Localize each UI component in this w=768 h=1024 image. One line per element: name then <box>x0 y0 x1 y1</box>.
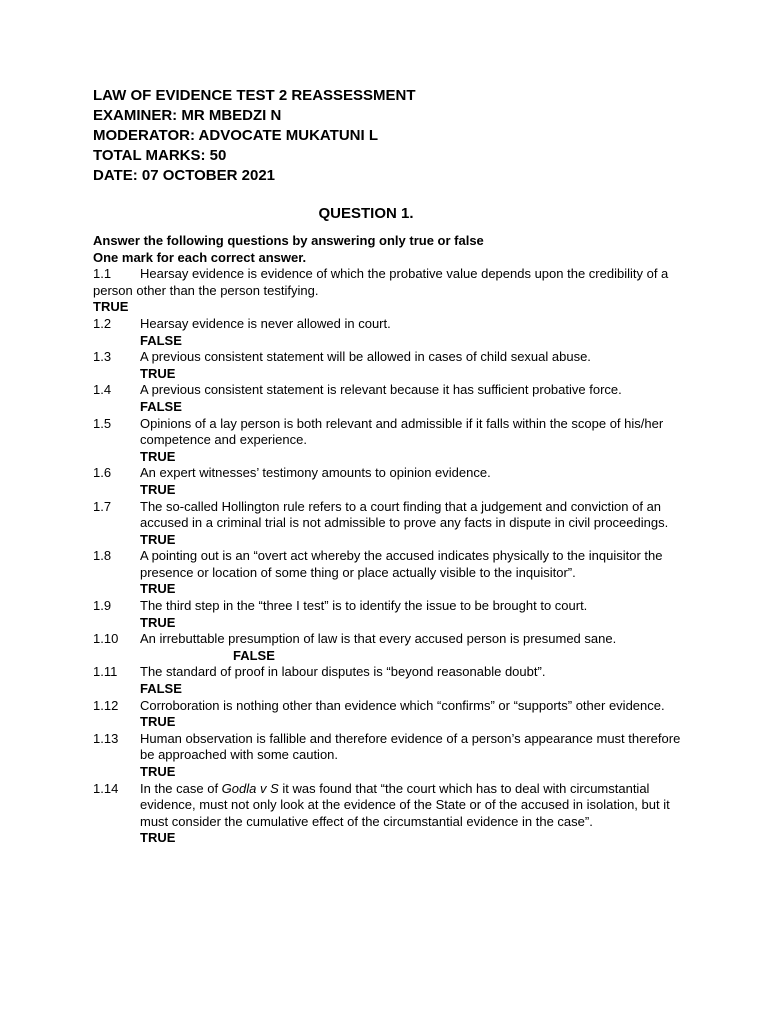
question-1-7 <box>93 499 683 532</box>
question-1-5 <box>93 416 683 449</box>
question-1-13 <box>93 731 683 764</box>
total-marks-line: TOTAL MARKS: 50 <box>93 147 227 164</box>
answer-1-14: TRUE <box>140 830 176 846</box>
question-text: A previous consistent statement will be allowed in cases of child sexual abuse. <box>140 349 591 365</box>
document-header <box>93 86 416 186</box>
question-number: 1.13 <box>93 730 119 746</box>
question-text: Hearsay evidence is never allowed in court. <box>140 315 391 331</box>
question-text: The so-called Hollington rule refers to a court finding that a judgement and conviction of an accused in a criminal trial is not admissible to prove any facts in dispute in civil proceedings. <box>140 498 669 531</box>
question-1-8 <box>93 548 683 581</box>
answer-1-11: FALSE <box>140 681 182 697</box>
question-content <box>93 233 683 847</box>
question-1-14 <box>93 781 683 831</box>
question-number: 1.8 <box>93 548 112 564</box>
answer-1-3: TRUE <box>140 365 176 381</box>
question-number: 1.9 <box>93 598 112 614</box>
question-text: A previous consistent statement is relevant because it has sufficient probative force. <box>140 382 622 398</box>
instruction-line-2: One mark for each correct answer. <box>93 249 307 265</box>
answer-1-12: TRUE <box>140 714 176 730</box>
answer-1-5: TRUE <box>140 448 176 464</box>
question-1-3 <box>93 349 683 366</box>
question-number: 1.14 <box>93 780 119 796</box>
instruction-line-1: Answer the following questions by answering only true or false <box>93 233 484 248</box>
case-name: Godla v S <box>221 780 279 796</box>
answer-1-4: FALSE <box>140 398 182 414</box>
question-text: In the case of Godla v S it was found that “the court which has to deal with circumstantial evidence, must not only look at the evidence of the State or of the accused in isolation, but it must consider the cumulative effect of the circumstantial evidence in the case”. <box>140 780 670 829</box>
question-1-1 <box>93 266 683 299</box>
date-line: DATE: 07 OCTOBER 2021 <box>93 167 275 184</box>
question-number: 1.10 <box>93 631 119 647</box>
answer-1-13: TRUE <box>140 764 176 779</box>
question-number: 1.5 <box>93 415 112 431</box>
question-1-6 <box>93 465 683 482</box>
answer-1-1: TRUE <box>93 299 129 315</box>
examiner-line: EXAMINER: MR MBEDZI N <box>93 107 282 124</box>
question-text: A pointing out is an “overt act whereby the accused indicates physically to the inquisitor the presence or location of some thing or place actually visible to the inquisitor”. <box>140 548 663 580</box>
question-number: 1.3 <box>93 349 112 365</box>
question-number: 1.4 <box>93 382 112 398</box>
question-number: 1.1 <box>93 266 112 282</box>
question-text: Hearsay evidence is evidence of which the probative value depends upon the credibility of a person other than the person testifying. <box>93 266 669 298</box>
question-1-12 <box>93 698 683 715</box>
question-text: An irrebuttable presumption of law is that every accused person is presumed sane. <box>140 631 617 647</box>
answer-1-2: FALSE <box>140 332 182 348</box>
question-text: Opinions of a lay person is both relevant and admissible if it falls within the scope of his/her competence and experience. <box>140 415 664 448</box>
question-text: Human observation is fallible and therefore evidence of a person’s appearance must therefore be approached with some caution. <box>140 730 681 763</box>
moderator-line: MODERATOR: ADVOCATE MUKATUNI L <box>93 127 378 144</box>
question-1-4 <box>93 382 683 399</box>
question-number: 1.2 <box>93 315 112 331</box>
answer-1-9: TRUE <box>140 614 176 630</box>
test-title: LAW OF EVIDENCE TEST 2 REASSESSMENT <box>93 87 416 104</box>
answer-1-8: TRUE <box>140 581 176 597</box>
question-title: QUESTION 1. <box>318 205 414 222</box>
answer-1-7: TRUE <box>140 531 176 547</box>
question-number: 1.6 <box>93 465 112 481</box>
answer-1-10: FALSE <box>233 647 275 663</box>
question-text: An expert witnesses’ testimony amounts to opinion evidence. <box>140 465 491 481</box>
question-text: The third step in the “three I test” is to identify the issue to be brought to court. <box>140 598 588 614</box>
question-1-2 <box>93 316 683 333</box>
question-1-9 <box>93 598 683 615</box>
question-number: 1.12 <box>93 697 119 713</box>
question-text: Corroboration is nothing other than evidence which “confirms” or “supports” other evidence. <box>140 697 665 713</box>
answer-1-6: TRUE <box>140 481 176 497</box>
question-1-11 <box>93 664 683 681</box>
question-1-10 <box>93 631 683 648</box>
question-number: 1.7 <box>93 498 112 514</box>
question-text: The standard of proof in labour disputes is “beyond reasonable doubt”. <box>140 664 546 680</box>
question-number: 1.11 <box>93 664 118 680</box>
